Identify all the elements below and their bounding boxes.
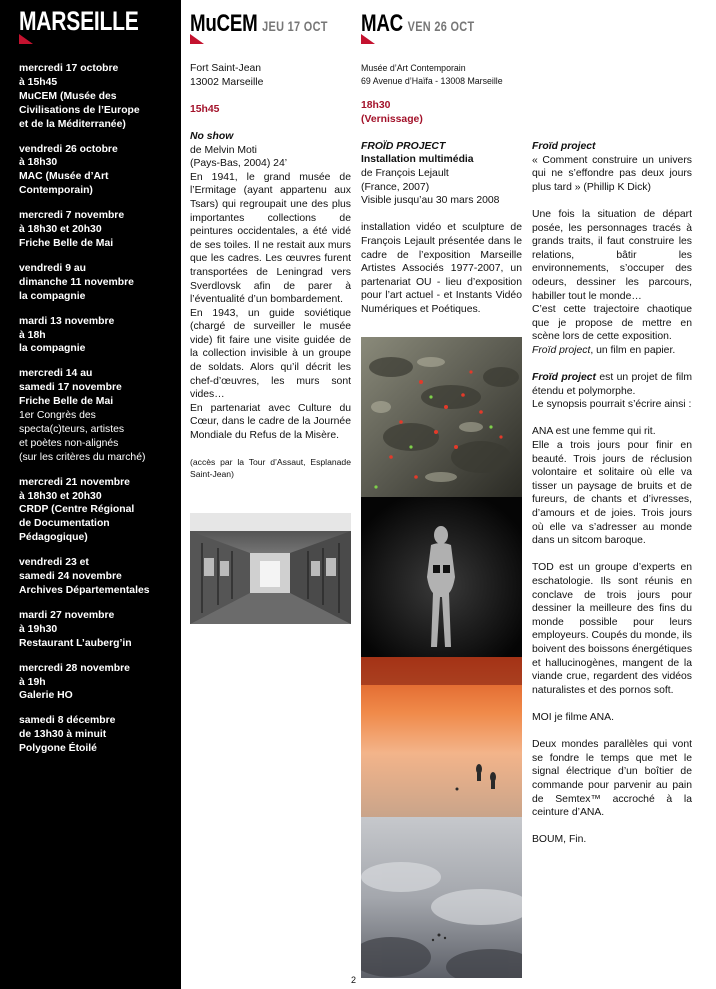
event-line-bold: et de la Méditerranée): [19, 118, 126, 130]
mac-address-line1: Musée d’Art Contemporain: [361, 63, 466, 73]
event-line-bold: dimanche 11 novembre: [19, 276, 134, 288]
event-line-bold: vendredi 9 au: [19, 262, 86, 274]
event-line-bold: à 18h30 et 20h30: [19, 224, 102, 236]
event-line-bold: vendredi 26 octobre: [19, 143, 118, 155]
sidebar: [0, 0, 181, 989]
mucem-heading: MuCEM JEU 17 OCT: [190, 10, 328, 37]
red-flag-icon: [190, 34, 204, 44]
event-line-bold: la compagnie: [19, 290, 86, 302]
event-line-bold: vendredi 23 et: [19, 557, 89, 569]
page-number: 2: [351, 975, 357, 985]
event-line-bold: mercredi 14 au: [19, 368, 93, 380]
city-lights-photo: [361, 337, 522, 497]
film-director: de Melvin Moti: [190, 144, 257, 156]
froid-ending: BOUM, Fin.: [532, 834, 587, 846]
mucem-column: [190, 62, 351, 480]
event-item: [19, 367, 179, 464]
project-description: installation vidéo et sculpture de François Lejault présentée dans le cadre de l’exposition Marseille Artistes Associés 1977-2007, un partenariat OU - lieu d’exposition pour l’art actuel - et Instants Vidéo Numériques et Poétiques.: [361, 222, 522, 315]
froid-column: [532, 140, 692, 847]
event-item: [19, 476, 179, 546]
mac-address-line2: 69 Avenue d’Haïfa - 13008 Marseille: [361, 75, 503, 86]
mac-time-note: (Vernissage): [361, 113, 423, 125]
film-origin: (Pays-Bas, 2004) 24’: [190, 158, 288, 170]
mac-address: [361, 62, 526, 87]
access-note: (accès par la Tour d’Assaut, Esplanade Saint-Jean): [190, 457, 351, 480]
mucem-address-line1: Fort Saint-Jean: [190, 63, 262, 74]
event-line-bold: à 18h30 et 20h30: [19, 490, 102, 502]
event-item: [19, 556, 179, 598]
mac-time: 18h30: [361, 100, 391, 111]
foggy-landscape-photo: [361, 817, 522, 978]
event-item: [19, 209, 179, 251]
froid-synopsis-intro: Le synopsis pourrait s’écrire ainsi :: [532, 399, 692, 411]
event-line: specta(c)teurs, artistes: [19, 423, 125, 435]
event-line-bold: à 19h30: [19, 623, 58, 635]
event-line-bold: à 18h: [19, 329, 46, 341]
event-line: (sur les critères du marché): [19, 451, 146, 463]
event-line-bold: à 18h30: [19, 157, 58, 169]
red-flag-icon: [19, 34, 33, 44]
froid-quote: « Comment construire un univers qui ne s’effondre pas deux jours plus tard » (Phillip K Dick): [532, 154, 692, 193]
film-title: No show: [190, 130, 234, 142]
event-line: 1er Congrès des: [19, 410, 96, 422]
froid-heading: Froïd project: [532, 141, 596, 152]
froid-paragraph-2b: Froïd project, un film en papier.: [532, 344, 676, 356]
event-line-bold: Pédagogique): [19, 532, 88, 544]
mucem-time: 15h45: [190, 103, 220, 115]
froid-ana-paragraph: Elle a trois jours pour finir en beauté. Trois jours de réclusion volontaire et solitaire où elle va tisser un paysage de bruits et de fureurs, de chants et d’ivresses, d’amours et de joies. Trois jours où elle va s’adresser au monde dans un sitcom baroque.: [532, 440, 692, 547]
event-item: [19, 609, 179, 651]
event-line-bold: samedi 8 décembre: [19, 715, 116, 727]
event-line-bold: Friche Belle de Mai: [19, 237, 114, 249]
event-line-bold: à 19h: [19, 676, 46, 688]
event-item: [19, 662, 179, 704]
event-line-bold: MAC (Musée d’Art: [19, 171, 109, 183]
froid-tod-paragraph: TOD est un groupe d’experts en eschatologie. Ils sont réunis en conclave de trois jours pour dessiner la meilleure des fins du monde possible pour leurs employeurs. Coupés du monde, ils boivent des boissons énergétiques et hallucinogènes, mangent de la viande crue, regardent des vidéos naturalistes et des pornos soft.: [532, 562, 693, 696]
event-line-bold: de 13h30 à minuit: [19, 729, 107, 741]
event-line-bold: samedi 17 novembre: [19, 382, 122, 394]
froid-moi-line: MOI je filme ANA.: [532, 711, 614, 723]
event-line-bold: Restaurant L’auberg’in: [19, 637, 132, 649]
orange-landscape-photo: [361, 657, 522, 817]
event-item: [19, 262, 179, 304]
project-visible: Visible jusqu’au 30 mars 2008: [361, 195, 500, 207]
event-item: [19, 143, 179, 199]
mucem-paragraph-2: En 1943, un guide soviétique (chargé de surveiller le musée vide) fit faire une visite guidée de la collection invisible à un groupe de soldats. Alors qu’il décrit les chef-d’œuvres, les murs sont vides…: [190, 307, 351, 401]
event-line-bold: samedi 24 novembre: [19, 571, 122, 583]
event-line-bold: Archives Départementales: [19, 585, 150, 596]
event-item: [19, 315, 179, 357]
froid-worlds-paragraph: Deux mondes parallèles qui vont se fondre le temps que met le signal électrique d’un boîtier de commande pour parvenir au pain de Semtex™ accroché à la ceinture d’ANA.: [532, 739, 692, 819]
mac-column: [361, 99, 522, 317]
event-line: et poètes non-alignés: [19, 437, 119, 449]
event-line-bold: mercredi 21 novembre: [19, 476, 130, 488]
dark-figure-photo: [361, 497, 522, 657]
event-line-bold: de Documentation: [19, 518, 110, 530]
event-line-bold: Civilisations de l’Europe: [19, 104, 140, 116]
froid-ana-line: ANA est une femme qui rit.: [532, 426, 656, 438]
mucem-address-line2: 13002 Marseille: [190, 76, 264, 88]
mucem-paragraph-1: En 1941, le grand musée de l’Ermitage (ayant appartenu aux Tsars) qui regroupait une des plus importantes collections de peintures occidentales, a été vidé de ses toiles. Il ne restait aux murs que les cadres. Les œuvres furent transportées de Leningrad vers Sverdlovsk afin de parer à l’éventualité d’un bombardement.: [190, 171, 351, 306]
event-line-bold: mercredi 7 novembre: [19, 210, 125, 222]
event-line-bold: Polygone Étoilé: [19, 743, 97, 755]
red-flag-icon: [361, 34, 375, 44]
sidebar-title: MARSEILLE: [19, 6, 139, 36]
mucem-paragraph-3: En partenariat avec Culture du Cœur, dans le cadre de la Journée Mondiale du Refus de la Misère.: [190, 402, 351, 442]
event-item: [19, 62, 179, 132]
event-line-bold: MuCEM (Musée des: [19, 90, 117, 102]
mac-heading: MAC VEN 26 OCT: [361, 10, 475, 37]
event-line-bold: mardi 27 novembre: [19, 609, 115, 621]
event-line-bold: Contemporain): [19, 185, 93, 197]
project-author: de François Lejault: [361, 167, 449, 179]
hermitage-photo: [190, 513, 351, 624]
froid-paragraph-3: Froïd project est un projet de film étendu et polymorphe.: [532, 372, 692, 397]
froid-paragraph-2: C’est cette trajectoire chaotique que je propose de mettre en scène lors de cette exposition.: [532, 304, 692, 343]
event-line-bold: Galerie HO: [19, 690, 73, 702]
project-title: FROÏD PROJECT: [361, 140, 446, 152]
froid-paragraph-1: Une fois la situation de départ posée, les personnages tracés à grands traits, il faut construire les relations, bâtir les environnements, s’occuper des odeurs, dessiner les parcours, habiller tout le monde…: [532, 208, 692, 302]
event-line-bold: la compagnie: [19, 343, 86, 355]
event-line-bold: à 15h45: [19, 76, 58, 88]
event-line-bold: CRDP (Centre Régional: [19, 504, 135, 516]
event-list: [19, 62, 179, 767]
event-line-bold: mercredi 28 novembre: [19, 662, 130, 674]
event-line-bold: mercredi 17 octobre: [19, 63, 119, 74]
event-item: [19, 714, 179, 756]
project-origin: (France, 2007): [361, 181, 430, 193]
event-line-bold: mardi 13 novembre: [19, 315, 115, 327]
event-line-bold: Friche Belle de Mai: [19, 396, 114, 408]
project-subtitle: Installation multimédia: [361, 154, 474, 166]
